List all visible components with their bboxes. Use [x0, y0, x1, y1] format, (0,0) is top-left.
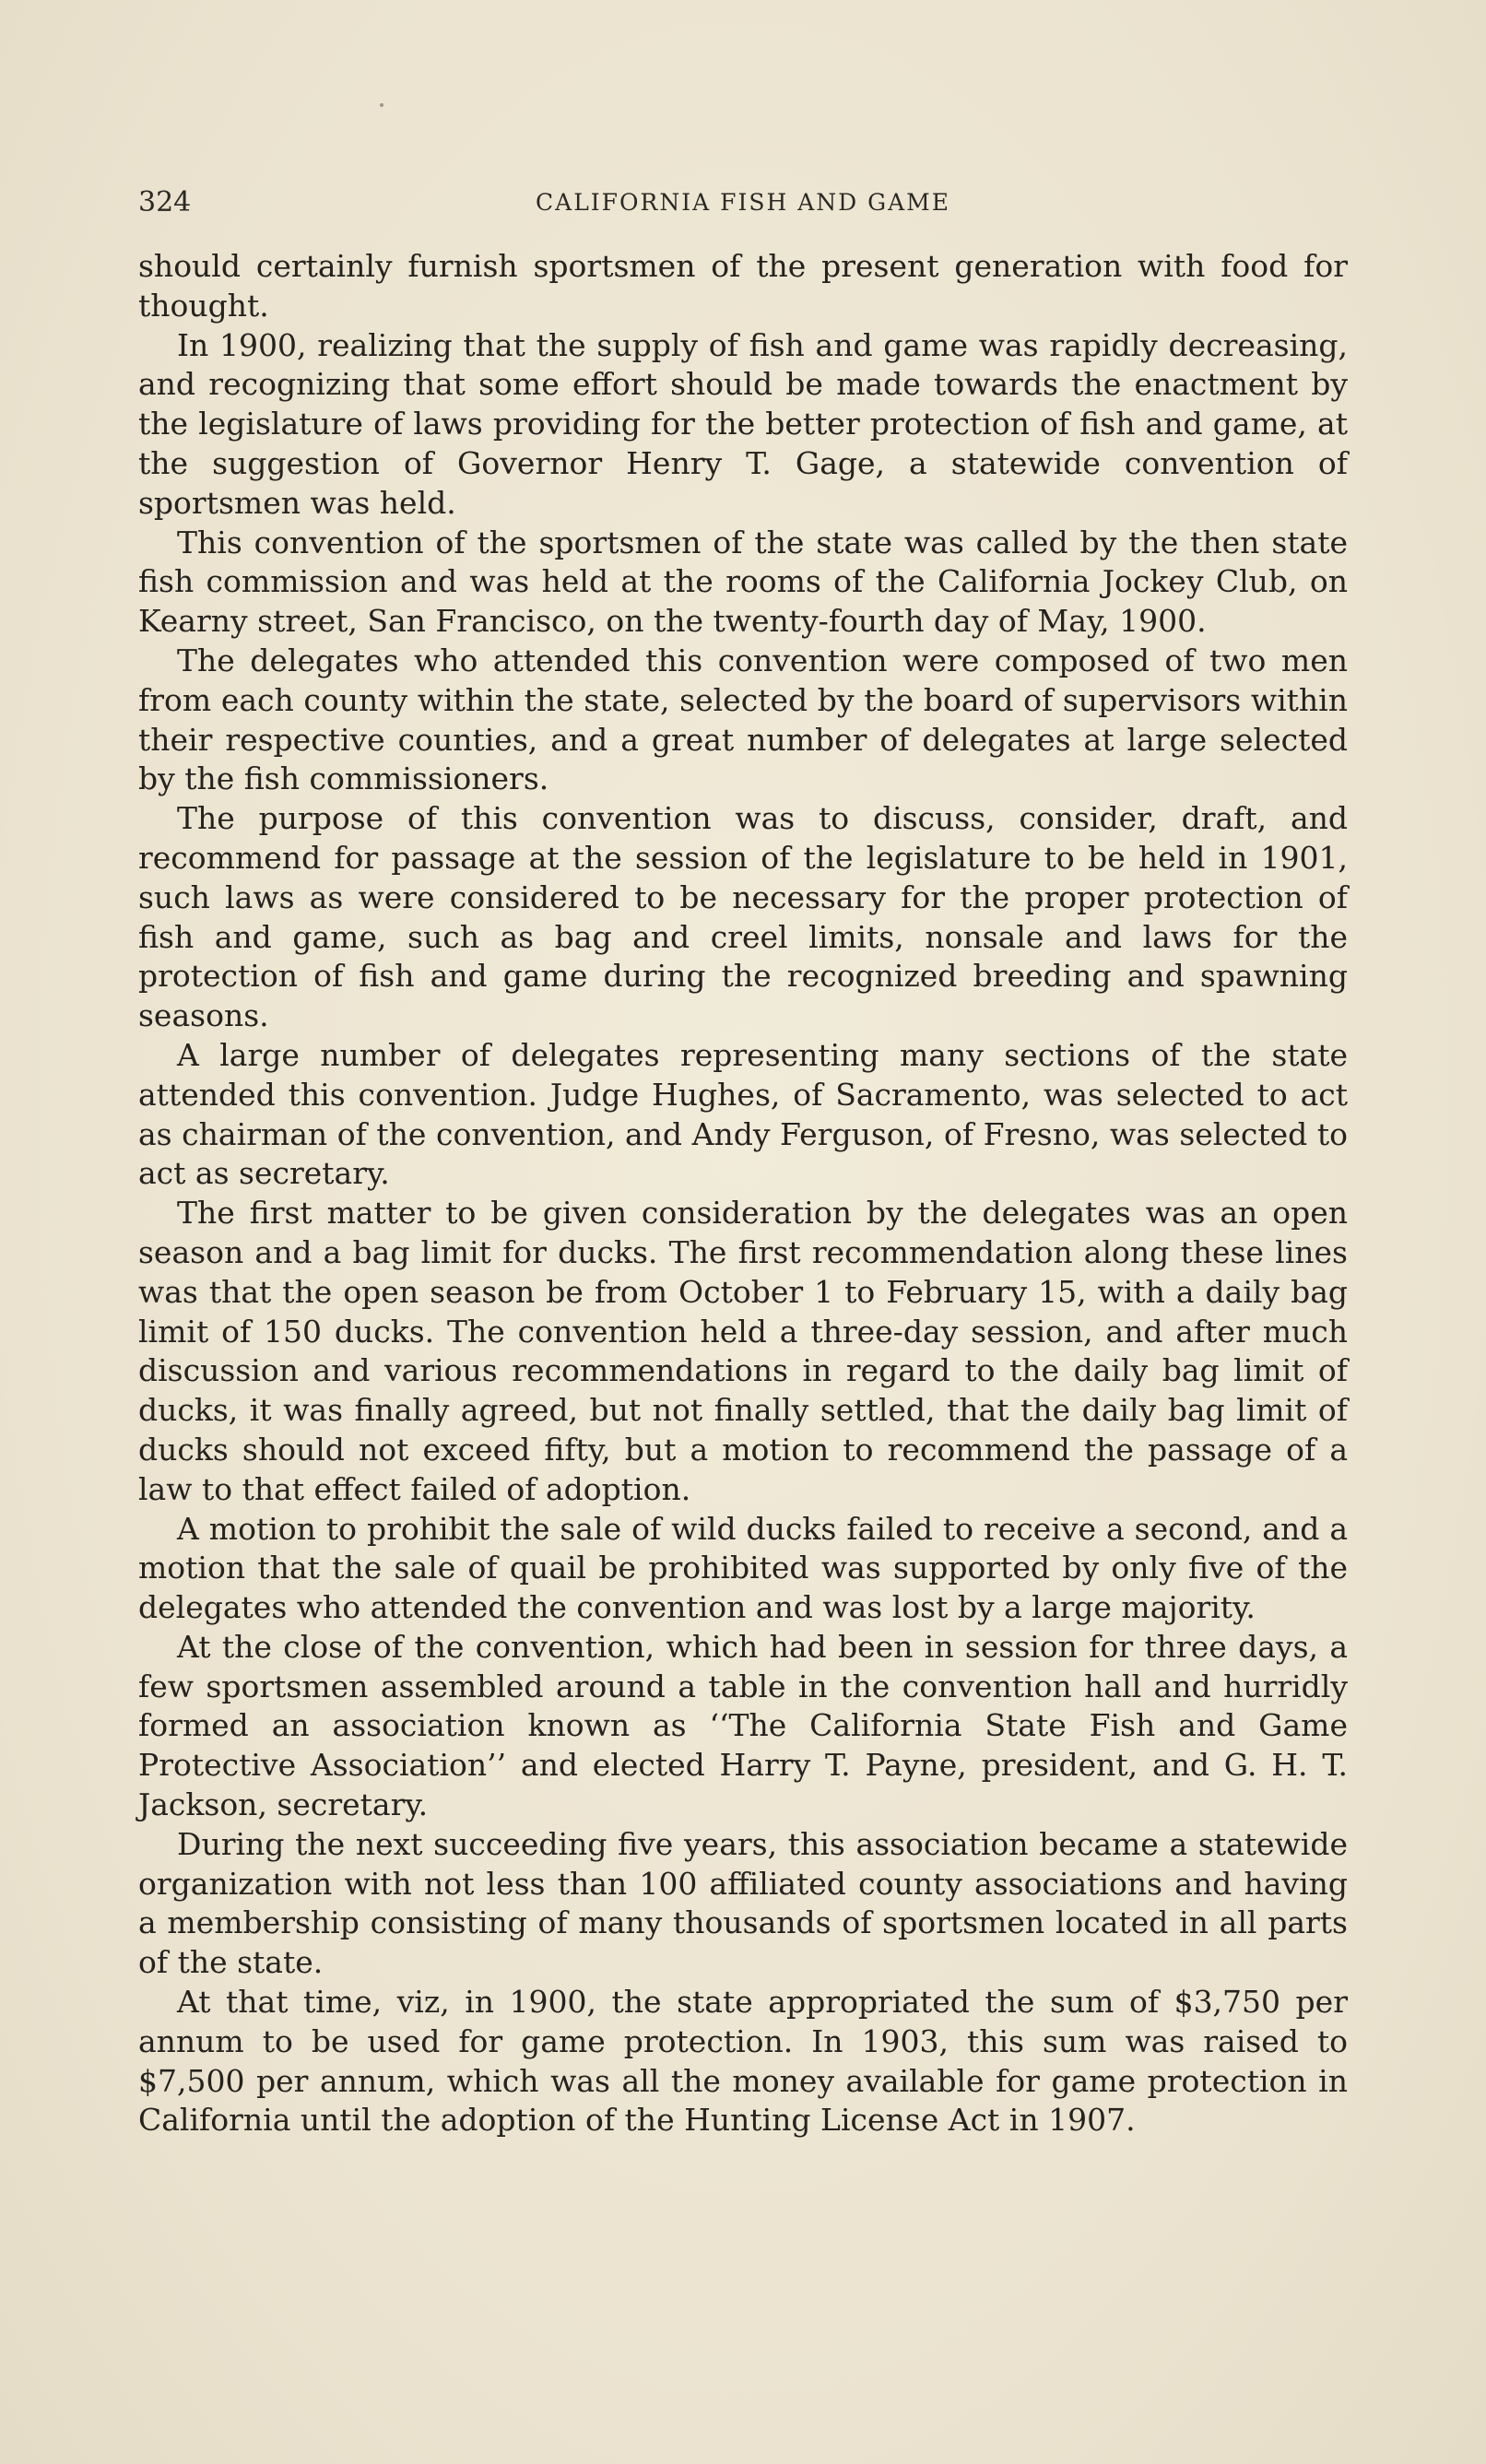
paragraph: In 1900, realizing that the supply of fish and game was rapidly decreasing, and recognizing that some effort should be made towards the enactment by the legislature of laws providing for the better protection of fish and game, at the suggestion of Governor Henry T. Gage, a statewide convention of sportsmen was held. [138, 326, 1348, 521]
article-body [138, 247, 1348, 2140]
paragraph: At the close of the convention, which had been in session for three days, a few sportsmen assembled around a table in the convention hall and hurridly formed an association known as ‘‘The California State Fish and Game Protective Association’’ and elected Harry T. Payne, president, and G. H. T. Jackson, secretary. [138, 1628, 1348, 1823]
paragraph: The delegates who attended this convention were composed of two men from each county within the state, selected by the board of supervisors within their respective counties, and a great number of delegates at large selected by the fish commissioners. [138, 642, 1348, 797]
running-title: CALIFORNIA FISH AND GAME [536, 189, 950, 216]
paragraph: The purpose of this convention was to discuss, consider, draft, and recommend for passage at the session of the legislature to be held in 1901, such laws as were considered to be necessary for the proper protection of fish and game, such as bag and creel limits, nonsale and laws for the protection of fish and game during the recognized breeding and spawning seasons. [138, 800, 1348, 1034]
paragraph: At that time, viz, in 1900, the state appropriated the sum of $3,750 per annum to be used for game protection. In 1903, this sum was raised to $7,500 per annum, which was all the money available for game protection in California until the adoption of the Hunting License Act in 1907. [138, 1984, 1348, 2139]
paragraph: During the next succeeding five years, this association became a statewide organization with not less than 100 affiliated county associations and having a membership consisting of many thousands of sportsmen located in all parts of the state. [138, 1825, 1348, 1981]
paragraph: This convention of the sportsmen of the state was called by the then state fish commission and was held at the rooms of the California Jockey Club, on Kearny street, San Francisco, on the twenty-fourth day of May, 1900. [138, 524, 1348, 640]
paragraph: A motion to prohibit the sale of wild ducks failed to receive a second, and a motion that the sale of quail be prohibited was supported by only five of the delegates who attended the convention and was lost by a large majority. [138, 1510, 1348, 1626]
page-header [138, 181, 1348, 225]
paragraph: should certainly furnish sportsmen of the present generation with food for thought. [138, 248, 1348, 324]
paper-speck [380, 103, 383, 107]
paragraph: A large number of delegates representing many sections of the state attended this convention. Judge Hughes, of Sacramento, was selected to act as chairman of the convention, and Andy Ferguson, of Fresno, was selected to act as secretary. [138, 1036, 1348, 1192]
page-number: 324 [138, 186, 192, 218]
paragraph: The first matter to be given consideration by the delegates was an open season and a bag limit for ducks. The first recommendation along these lines was that the open season be from October 1 to February 15, with a daily bag limit of 150 ducks. The convention held a three-day session, and after much discussion and various recommendations in regard to the daily bag limit of ducks, it was finally agreed, but not finally settled, that the daily bag limit of ducks should not exceed fifty, but a motion to recommend the passage of a law to that effect failed of adoption. [138, 1195, 1348, 1507]
